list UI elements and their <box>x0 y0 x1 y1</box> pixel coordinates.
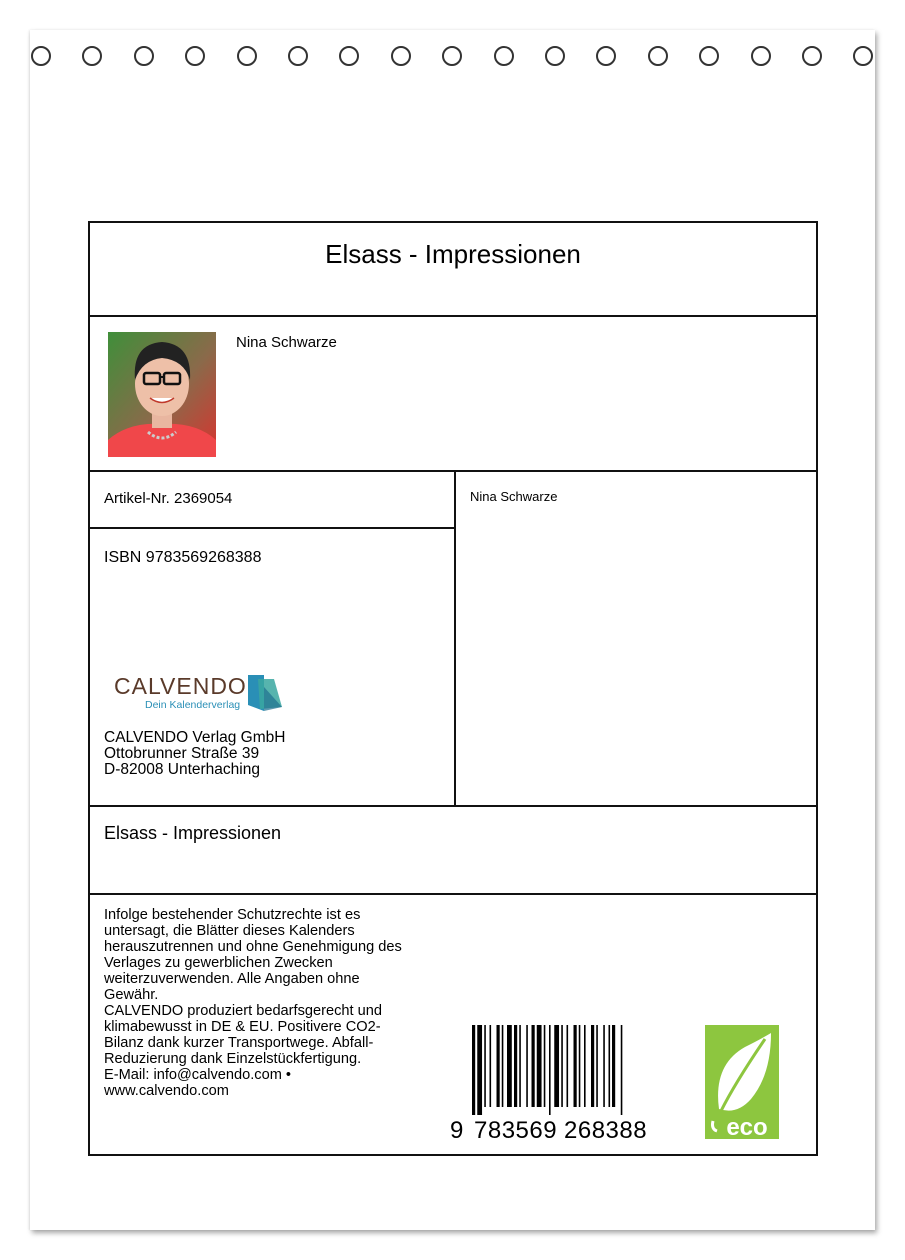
legal-line: Gewähr. <box>104 987 159 1003</box>
publisher-address-line-3: D-82008 Unterhaching <box>104 761 260 778</box>
barcode-digit-first: 9 <box>450 1117 464 1144</box>
binding-ring <box>648 46 668 66</box>
calendar-title: Elsass - Impressionen <box>325 239 581 269</box>
legal-line: weiterzuverwenden. Alle Angaben ohne <box>104 971 360 987</box>
binding-ring <box>442 46 462 66</box>
barcode-bar <box>490 1025 492 1107</box>
binding-ring <box>494 46 514 66</box>
legal-line: untersagt, die Blätter dieses Kalenders <box>104 923 355 939</box>
binding-ring <box>339 46 359 66</box>
binding-ring <box>82 46 102 66</box>
barcode-bar <box>612 1025 615 1107</box>
barcode-bar <box>477 1025 482 1115</box>
eco-label: eco <box>726 1114 768 1139</box>
legal-text <box>104 907 444 1099</box>
artikel-number: Artikel-Nr. 2369054 <box>104 490 233 507</box>
author-box <box>88 315 818 472</box>
barcode-bar <box>544 1025 546 1107</box>
isbn-publisher-box <box>88 527 456 807</box>
legal-line: herauszutrennen und ohne Genehmigung des <box>104 939 402 955</box>
barcode-bar <box>472 1025 475 1115</box>
barcode-bar <box>596 1025 598 1107</box>
barcode-bar <box>537 1025 542 1107</box>
legal-line: Bilanz dank kurzer Transportwege. Abfall- <box>104 1035 374 1051</box>
barcode-bar <box>603 1025 605 1107</box>
barcode-bar <box>532 1025 535 1107</box>
legal-line: Infolge bestehender Schutzrechte ist es <box>104 907 361 923</box>
barcode-bar <box>567 1025 569 1107</box>
barcode-bar <box>579 1025 581 1107</box>
author-name: Nina Schwarze <box>236 334 337 351</box>
barcode-bar <box>609 1025 611 1107</box>
isbn-number: ISBN 9783569268388 <box>104 549 262 566</box>
legal-line: E-Mail: info@calvendo.com • <box>104 1067 292 1083</box>
barcode-bar <box>574 1025 577 1107</box>
isbn-barcode <box>470 1025 660 1115</box>
binding-ring <box>185 46 205 66</box>
binding-ring <box>596 46 616 66</box>
barcode-bar <box>484 1025 486 1107</box>
eco-leaf-icon <box>705 1025 779 1139</box>
publisher-address-line-2: Ottobrunner Straße 39 <box>104 745 260 762</box>
side-author-box <box>454 470 818 807</box>
artikel-box <box>88 470 456 529</box>
spiral-binding <box>0 46 905 72</box>
legal-line: Verlages zu gewerblichen Zwecken <box>104 955 333 971</box>
publisher-address-line-1: CALVENDO Verlag GmbH <box>104 729 286 746</box>
barcode-bar <box>549 1025 551 1115</box>
calvendo-logo-icon <box>246 673 284 713</box>
binding-ring <box>802 46 822 66</box>
binding-ring <box>237 46 257 66</box>
binding-ring <box>288 46 308 66</box>
barcode-bar <box>519 1025 521 1107</box>
barcode-bar <box>584 1025 586 1107</box>
author-photo <box>108 332 216 457</box>
barcode-digits-right: 268388 <box>564 1117 648 1144</box>
barcode-digits-left: 783569 <box>474 1117 558 1144</box>
title-box <box>88 221 818 317</box>
calvendo-logo-word: CALVENDO <box>114 673 247 699</box>
barcode-bar <box>514 1025 517 1107</box>
binding-ring <box>31 46 51 66</box>
side-author-name: Nina Schwarze <box>470 489 558 504</box>
legal-line: CALVENDO produziert bedarfsgerecht und <box>104 1003 382 1019</box>
binding-ring <box>391 46 411 66</box>
barcode-bar <box>554 1025 559 1107</box>
barcode-bar <box>497 1025 500 1107</box>
barcode-bar <box>526 1025 528 1107</box>
barcode-bar <box>591 1025 594 1107</box>
calendar-subtitle: Elsass - Impressionen <box>104 823 282 843</box>
legal-box <box>88 893 818 1156</box>
binding-ring <box>853 46 873 66</box>
subtitle-box <box>88 805 818 895</box>
barcode-bar <box>621 1025 623 1115</box>
binding-ring <box>751 46 771 66</box>
barcode-bar <box>502 1025 504 1107</box>
legal-line: www.calvendo.com <box>104 1083 229 1099</box>
legal-line: Reduzierung dank Einzelstückfertigung. <box>104 1051 362 1067</box>
legal-line: klimabewusst in DE & EU. Positivere CO2- <box>104 1019 381 1035</box>
binding-ring <box>545 46 565 66</box>
calvendo-logo-tagline: Dein Kalenderverlag <box>145 699 241 711</box>
barcode-bar <box>561 1025 563 1107</box>
binding-ring <box>134 46 154 66</box>
barcode-bar <box>507 1025 512 1107</box>
binding-ring <box>699 46 719 66</box>
